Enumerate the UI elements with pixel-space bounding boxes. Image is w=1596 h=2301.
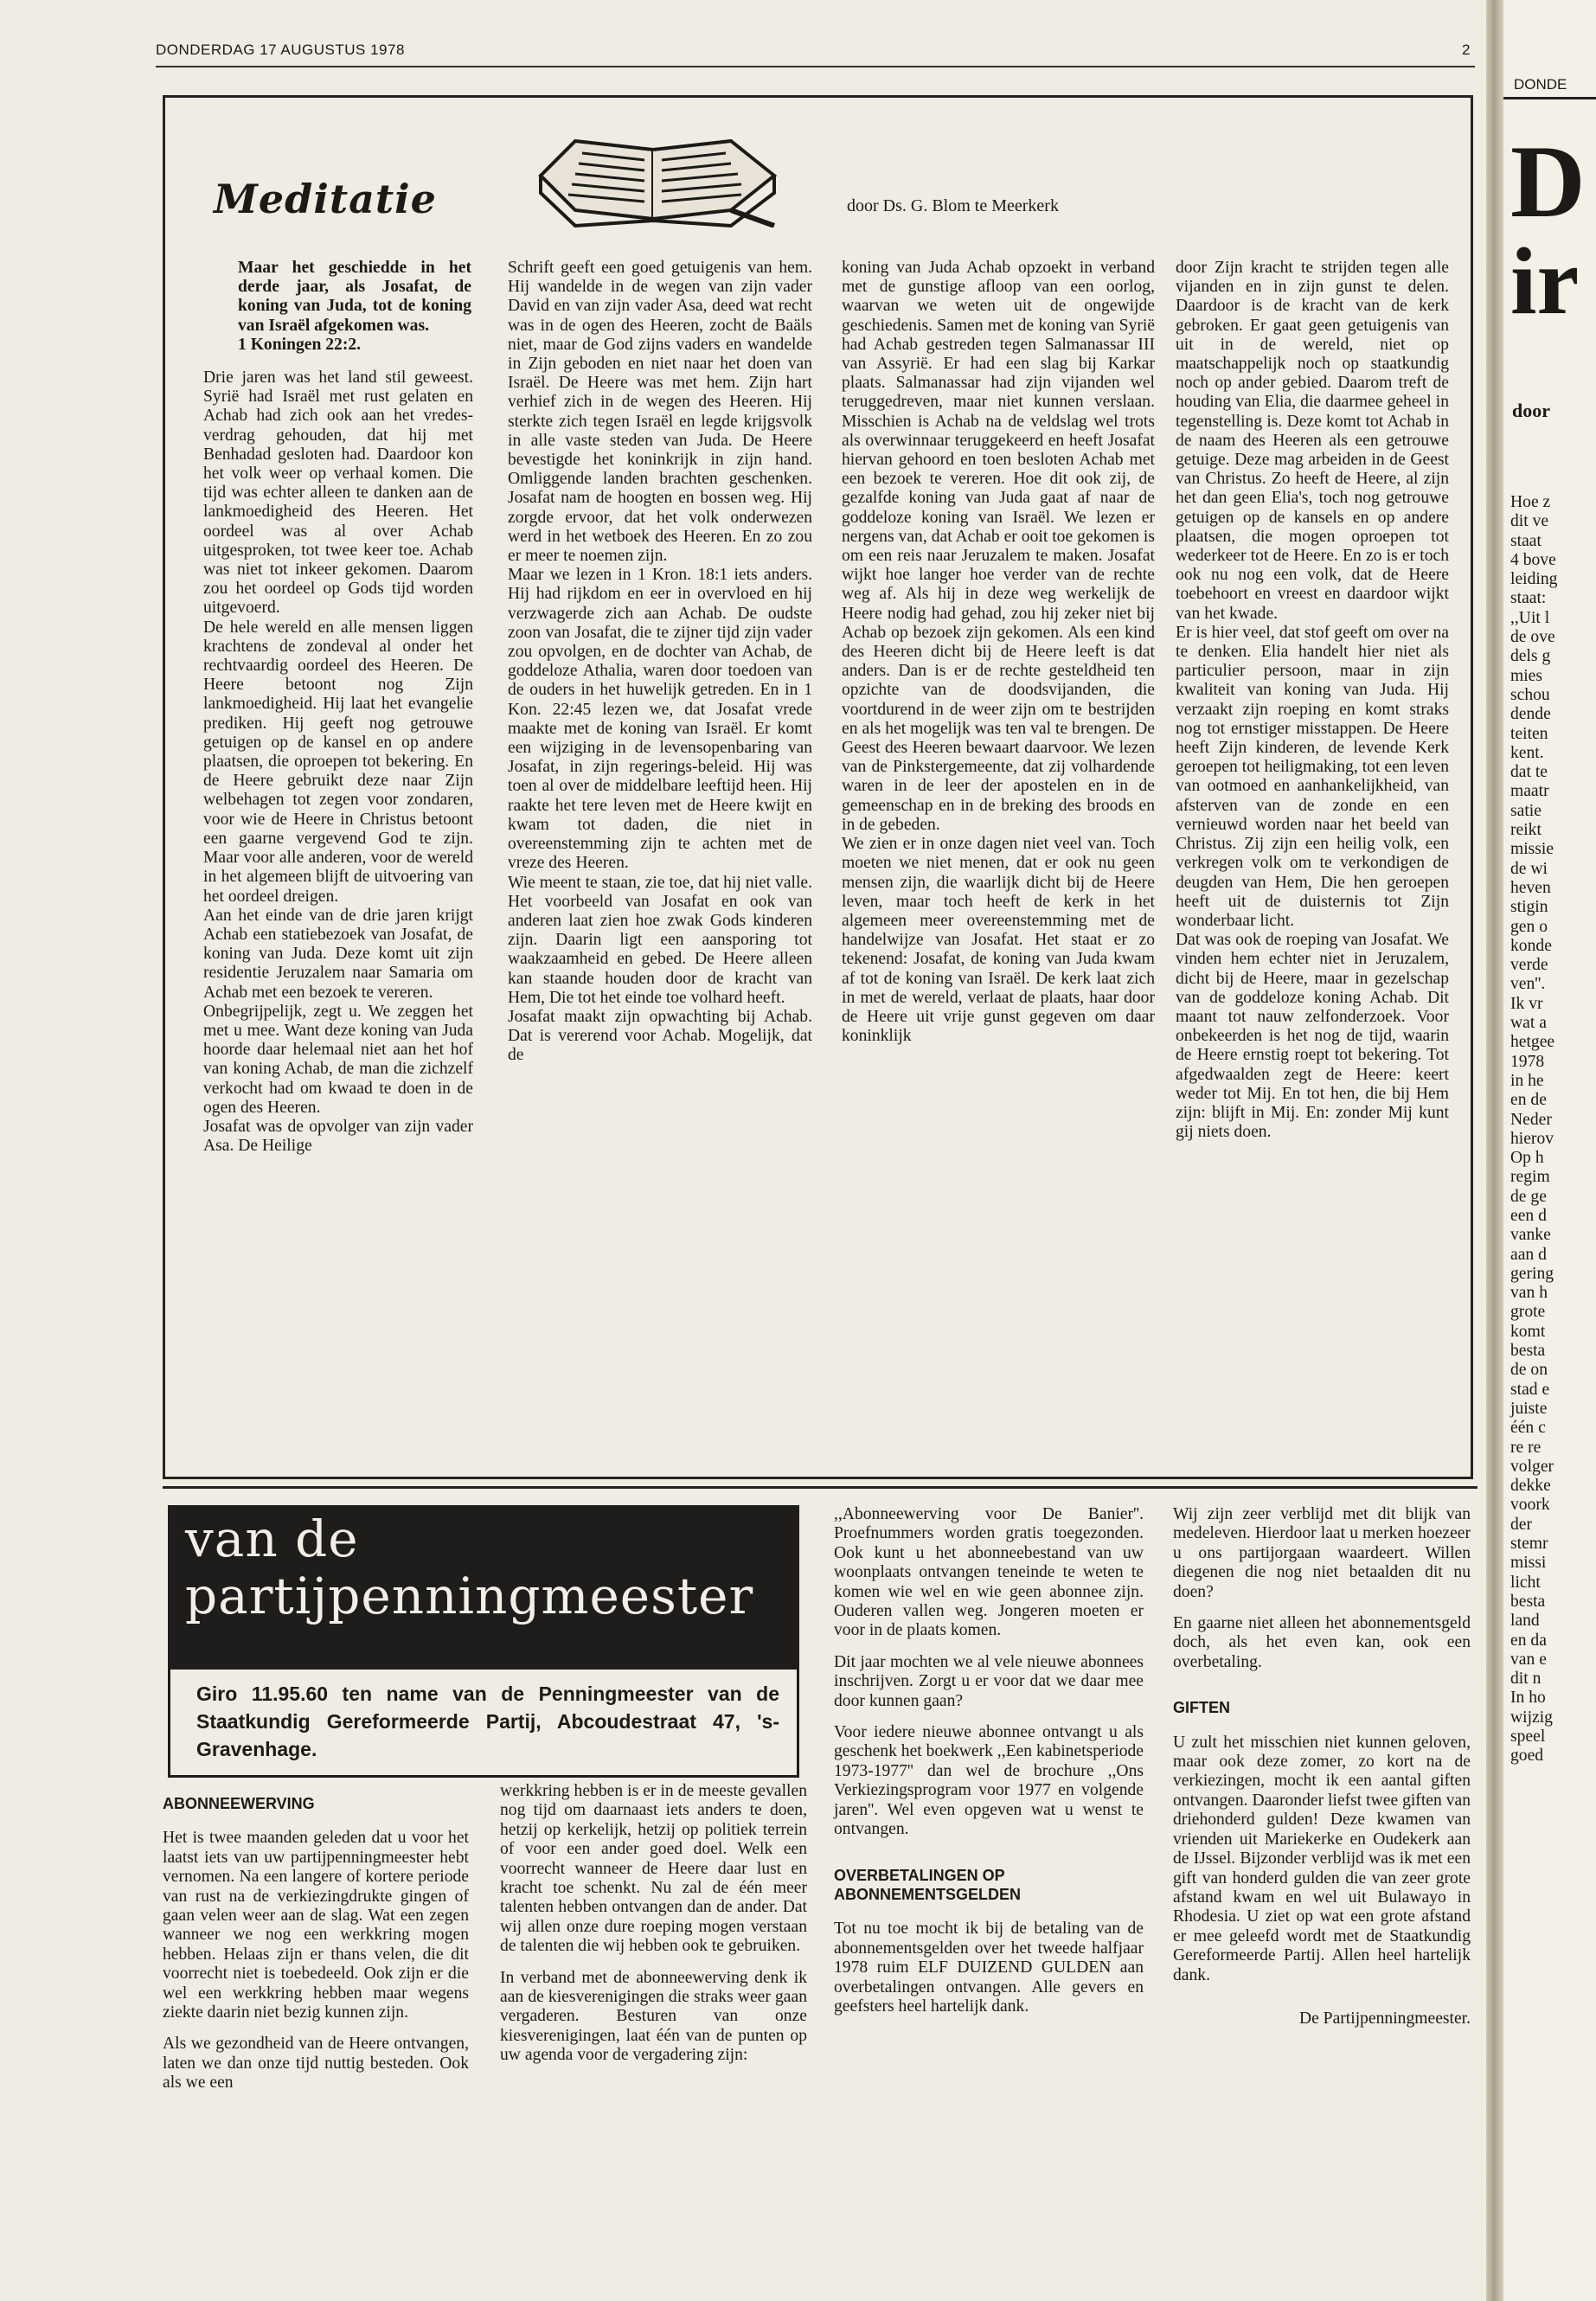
paragraph: Als we gezondheid van de Heere ontvangen, laten we dan onze tijd nuttig besteden. Ook als we een xyxy=(163,2035,469,2093)
paragraph: En gaarne niet alleen het abonnementsgeld doch, als het even kan, ook een overbetaling. xyxy=(1173,1614,1471,1671)
page-number: 2 xyxy=(1462,42,1471,58)
meditatie-title: Meditatie xyxy=(214,176,437,222)
penningmeester-column-1 xyxy=(163,1794,469,2106)
paragraph: Dat was ook de roeping van Josafat. We vinden hem echter niet in Jeruzalem, dicht bij de Heere, maar in gezelschap van de goddeloze koning Achab. Dit maant tot nauw zelfonderzoek. Voor onbekeerden is het nog de tijd, waarin de Heere ernstig roept tot bekering. Tot afgedwaalden zegt de Heere: keert weder tot Mij. En tot hen, die bij Hem zijn: blijft in Mij. En: zonder Mij kunt gij niets doen. xyxy=(1176,931,1449,1142)
penningmeester-column-3 xyxy=(834,1505,1144,2029)
paragraph: Voor iedere nieuwe abonnee ontvangt u als geschenk het boekwerk ,,Een kabinetsperiode 1973-1977'' dan wel de brochure ,,Ons Verkiezingsprogram voor 1977 en volgende jaren''. Wel even opgeven wat u wenst te ontvangen. xyxy=(834,1723,1144,1839)
paragraph: In verband met de abonneewerving denk ik aan de kiesverenigingen die straks weer gaan vergaderen. Besturen van onze kiesverenigingen, laat één van de punten op uw agenda voor de vergadering zijn: xyxy=(500,1968,807,2065)
paragraph: Het is twee maanden geleden dat u voor het laatst iets van uw partijpenningmeester hebt vernomen. Na een langere of kortere periode van rust na de verkiezingdrukte gingen of gaan velen weer aan de slag. Wat een zegen wanneer we nog een werkkring mogen hebben. Helaas zijn er thans velen, die dit voorrecht niet is toebedeeld. Ook zijn er die wel een werkkring hebben maar wegens ziekte daarin niet bezig kunnen zijn. xyxy=(163,1829,469,2022)
paragraph: Dit jaar mochten we al vele nieuwe abonnees inschrijven. Zorgt u er voor dat we daar mee door kunnen gaan? xyxy=(834,1652,1144,1710)
issue-date: DONDERDAG 17 AUGUSTUS 1978 xyxy=(156,42,405,58)
paragraph: Josafat maakt zijn opwachting bij Achab. Dat is vererend voor Achab. Mogelijk, dat de xyxy=(508,1007,812,1065)
scripture-quote xyxy=(238,259,471,355)
penningmeester-column-2 xyxy=(500,1782,807,2078)
signature: De Partijpenningmeester. xyxy=(1298,2009,1471,2028)
paragraph: Wie meent te staan, zie toe, dat hij niet valle. Het voorbeeld van Josafat en ook van anderen laat zien hoe zwak Gods kinderen zijn. Daarin ligt een aansporing tot waakzaamheid en gebed. De Heere alleen kan staande houden door de kracht van Hem, Die tot het einde toe volhard heeft. xyxy=(508,873,812,1007)
meditatie-column-2 xyxy=(508,259,812,1066)
paragraph: koning van Juda Achab opzoekt in verband met de gunstige afloop van een oorlog, waarvan we weten uit de ongewijde geschiedenis. Samen met de koning van Syrië had Achab gestreden tegen Salmanassar III van Assyrië. Er had een slag bij Karkar plaats. Salmanassar had zijn vijanden wel teruggedreven, maar niet kunnen verslaan. Misschien is Achab na de veldslag wel trots als overwinnaar teruggekeerd en heeft Josafat hiervan gehoord en toen besloten Achab met een bezoek te vereren. Hoe dit ook zij, de gezalfde koning van Juda gaat af naar de goddeloze koning van Israël. We lezen er nergens van, dat Achab er ooit toe gekomen is om een reis naar Jeruzalem te maken. Josafat wijkt hoe langer hoe verder van de rechte weg af. Als hij in deze weg werkelijk de Heere nodig had gehad, zou hij zeker niet bij Achab op bezoek zijn gekomen. Als een kind des Heeren dicht bij de Heere leeft is dat anders. Dan is er de rechte gesteldheid ten opzichte van de doodsvijanden, die voortdurend in de weer zijn om te bestrijden en als het mogelijk was ten val te brengen. De Geest des Heeren bewaart daarvoor. We lezen van de Pinkstergemeente, dat zij volhardende waren in de leer der apostelen en in de gemeenschap en in de breking des broods en in de gebeden. xyxy=(842,259,1155,834)
paragraph: U zult het misschien niet kunnen geloven, maar ook deze zomer, zo kort na de verkiezingen, mocht ik een aantal giften ontvangen. Daaronder liefst twee giften van driehonderd gulden! Deze kwamen van vrienden uit Mariekerke en Oudekerk aan de IJssel. Bijzonder verblijd was ik met een gift van honderd gulden die van zeer grote afstand kwam en wel uit Bulawayo in Rhodesia. U ziet op wat een grote afstand er mee geleefd wordt met de Staatkundig Gereformeerde Partij. Allen heel hartelijk dank. xyxy=(1173,1733,1471,1984)
paragraph: werkkring hebben is er in de meeste gevallen nog tijd om daarnaast iets anders te doen, hetzij op kerkelijk, hetzij op politiek terrein of voor een ander goed doel. Welk een voorrecht wanneer de Heere daar lust en kracht toe schenkt. Nu zal de één meer talenten hebben ontvangen dan de ander. Dat wij allen onze dure roeping mogen verstaan de talenten die wij hebben ook te gebruiken. xyxy=(500,1782,807,1956)
adjacent-page-text: Hoe z dit ve staat 4 bove leiding staat: ,,Uit l de ove dels g mies schou dende teiten kent. dat te maatr satie reikt missie de wi heven stigin gen o konde verde ven''. Ik vr wat a hetgee 1978 in he en de Neder hierov Op h regim de ge een d vanke aan d gering van h grote komt besta de on stad e juiste één c re re volger dekke voork der stemr missi licht besta land en da van e dit n In ho wijzig speel goed xyxy=(1510,493,1558,1766)
paragraph: De hele wereld en alle mensen liggen krachtens de zondeval al onder het rechtvaardig oordeel des Heeren. De Heere betoont nog Zijn lankmoedigheid. Hij laat het evangelie prediken. Hij geeft nog getrouwe getuigen op de kansel en op andere plaatsen, die oproepen tot bekering. En de Heere gebruikt deze naar Zijn welbehagen tot zegen voor zondaren, voor wie de Heere in Christus betoont een gaarne vergevend God te zijn. Maar voor alle anderen, voor de wereld in het algemeen blijft de uitvoering van het oordeel dreigen. xyxy=(203,618,473,906)
paragraph: Aan het einde van de drie jaren krijgt Achab een statiebezoek van Josafat, de koning van Juda. Deze komt uit zijn residentie Jeruzalem naar Samaria om Achab met een bezoek te vereren. xyxy=(203,906,473,1002)
banner-line-1: van de xyxy=(185,1509,359,1568)
paragraph: Maar we lezen in 1 Kron. 18:1 iets anders. Hij had rijkdom en eer in overvloed en hij verzwagerde zich aan Achab. De oudste zoon van Josafat, die te zijner tijd zijn vader zou opvolgen, en de dochter van Achab, de goddeloze Athalia, waren door toedoen van de ouders in het huwelijk getreden. En in 1 Kon. 22:45 lezen we, dat Josafat vrede maakte met de koning van Israël. Er komt een wijziging in de levensopenbaring van Josafat, in zijn regerings-beleid. Hij was toen al over de middelbare leeftijd heen. Hij raakte het tere leven met de Heere kwijt en kwam tot daden, die niet in overeenstemming zijn te achten met de vreze des Heeren. xyxy=(508,566,812,873)
paragraph: Josafat was de opvolger van zijn vader Asa. De Heilige xyxy=(203,1117,473,1156)
heading-giften: GIFTEN xyxy=(1173,1699,1230,1717)
banner-line-2: partijpenningmeester xyxy=(185,1567,754,1625)
meditatie-column-4 xyxy=(1176,259,1449,1142)
paragraph: door Zijn kracht te strijden tegen alle vijanden en in zijn gunst te delen. Daardoor is de kracht van de kerk gebroken. Er gaat geen getuigenis van uit in de wereld, niet op maatschappelijk noch op staatkundig noch op ander gebied. Daarom treft de houding van Elia, die daarmee geheel in tegenstelling is. Deze komt tot Achab in de naam des Heeren als een getrouwe getuige. Deze mag arbeiden in de Geest van Christus. Zo heeft de Heere, al zijn het dan geen Elia's, toch nog getrouwe getuigen op de kansels en op andere plaatsen, die mogen oproepen tot wederkeer tot de Heere. En zo is er toch ook nu nog een volk, dat de Heere toebehoort en vreest en daardoor wijkt van het kwade. xyxy=(1176,259,1449,623)
paragraph: Onbegrijpelijk, zegt u. We zeggen het met u mee. Want deze koning van Juda hoorde daar helemaal niet aan het hof van koning Achab, de man die zichzelf verkocht had om kwaad te doen in de ogen des Heeren. xyxy=(203,1002,473,1117)
adjacent-page-rule xyxy=(1503,97,1596,99)
giro-notice: Giro 11.95.60 ten name van de Penningmeester van de Staatkundig Gereformeerde Partij, Abcoudestraat 47, 's-Gravenhage. xyxy=(168,1670,799,1778)
adjacent-headline-letter: D xyxy=(1510,124,1586,239)
heading-abonneewerving: ABONNEEWERVING xyxy=(163,1795,315,1812)
meditatie-byline: door Ds. G. Blom te Meerkerk xyxy=(847,196,1059,215)
heading-overbetalingen: OVERBETALINGEN OP ABONNEMENTSGELDEN xyxy=(834,1866,1022,1903)
penningmeester-column-4 xyxy=(1173,1505,1471,2041)
paragraph: We zien er in onze dagen niet veel van. Toch moeten we niet menen, dat er ook nu geen mensen zijn, die waarlijk dicht bij de Heere leven, maar toch heeft de kerk in het algemeen meer overeenstemming met de handelwijze van Josafat. Het staat er zo tekenend: Josafat, de koning van Juda kwam af tot de koning van Israël. De kerk laat zich in met de wereld, verlaat de plaats, haar door de Heere uit vrije gunst gegeven om daar koninklijk xyxy=(842,835,1155,1046)
adjacent-page-edge xyxy=(1503,0,1596,2301)
paragraph: Schrift geeft een goed getuigenis van hem. Hij wandelde in de wegen van zijn vader David en van zijn vader Asa, deed wat recht was in de ogen des Heeren, zocht de Baäls niet, maar de God zijns vaders en wandelde in Zijn geboden en niet naar het doen van Israël. De Heere was met hem. Zijn hart verhief zich in de wegen des Heeren. Hij sterkte zich tegen Israël en legde krijgsvolk in alle vaste steden van Juda. De Heere bevestigde het koninkrijk in zijn hand. Omliggende landen brachten geschenken. Josafat nam de hoogten en bossen weg. Hij zorgde ervoor, dat het volk onderwezen werd in het wetboek des Heeren. En zo zou er meer te noemen zijn. xyxy=(508,259,812,566)
penningmeester-banner xyxy=(168,1505,799,1670)
open-book-icon xyxy=(515,124,792,228)
adjacent-page-header: DONDE xyxy=(1514,76,1567,93)
paragraph: Wij zijn zeer verblijd met dit blijk van medeleven. Hierdoor laat u merken hoezeer u ons partijorgaan waardeert. Willen diegenen die nog niet betaalden dit nu doen? xyxy=(1173,1505,1471,1601)
meditatie-column-1 xyxy=(203,259,473,1156)
adjacent-byline: door xyxy=(1512,400,1550,421)
paragraph: Er is hier veel, dat stof geeft om over na te denken. Elia handelt hier niet als particulier persoon, maar in zijn kwaliteit van koning van Juda. Hij verzaakt zijn roeping en komt straks nog tot ernstiger misstappen. De Heere heeft Zijn kinderen, de levende Kerk geroepen tot heiligmaking, tot een leven van ootmoed en aanhankelijkheid, van afsterven van de zonde en een vernieuwd worden naar het beeld van Christus. Zij zijn een heilig volk, een verkregen volk om te verkondigen de deugden van Hem, Die hen geroepen heeft uit de duisternis tot Zijn wonderbaar licht. xyxy=(1176,623,1449,930)
page-fold xyxy=(1486,0,1503,2301)
adjacent-headline-letters: ir xyxy=(1510,228,1580,334)
meditatie-column-3 xyxy=(842,259,1155,1046)
paragraph: Tot nu toe mocht ik bij de betaling van de abonnementsgelden over het tweede halfjaar 1978 ruim ELF DUIZEND GULDEN aan overbetalingen ontvangen. Alle gevers en geefsters heel hartelijk dank. xyxy=(834,1920,1144,2016)
scripture-quote-text: Maar het geschiedde in het derde jaar, als Josafat, de koning van Juda, tot de koning van Israël afgekomen was. xyxy=(238,259,471,335)
paragraph: Drie jaren was het land stil geweest. Syrië had Israël met rust gelaten en Achab had zich ook aan het vredes-verdrag gehouden, dat hij met Benhadad gesloten had. Daardoor kon het volk weer op verhaal komen. Die tijd was echter alleen te danken aan de lankmoedigheid des Heeren. Het oordeel was al over Achab uitgesproken, tot twee keer toe. Achab was niet tot inkeer gekomen. Daarom zou het oordeel op Gods tijd worden uitgevoerd. xyxy=(203,369,473,618)
meditatie-box xyxy=(163,95,1473,1479)
running-head xyxy=(156,42,1471,64)
section-rule xyxy=(163,1486,1477,1489)
header-rule xyxy=(156,66,1475,67)
paragraph: ,,Abonneewerving voor De Banier''. Proefnummers worden gratis toegezonden. Ook kunt u het abonneebestand van uw woonplaats ontvangen teneinde te weten te komen wie wel en wie geen abonnee zijn. Ouderen vallen weg. Jongeren moeten er voor in de plaats komen. xyxy=(834,1505,1144,1640)
scripture-reference: 1 Koningen 22:2. xyxy=(238,335,362,354)
